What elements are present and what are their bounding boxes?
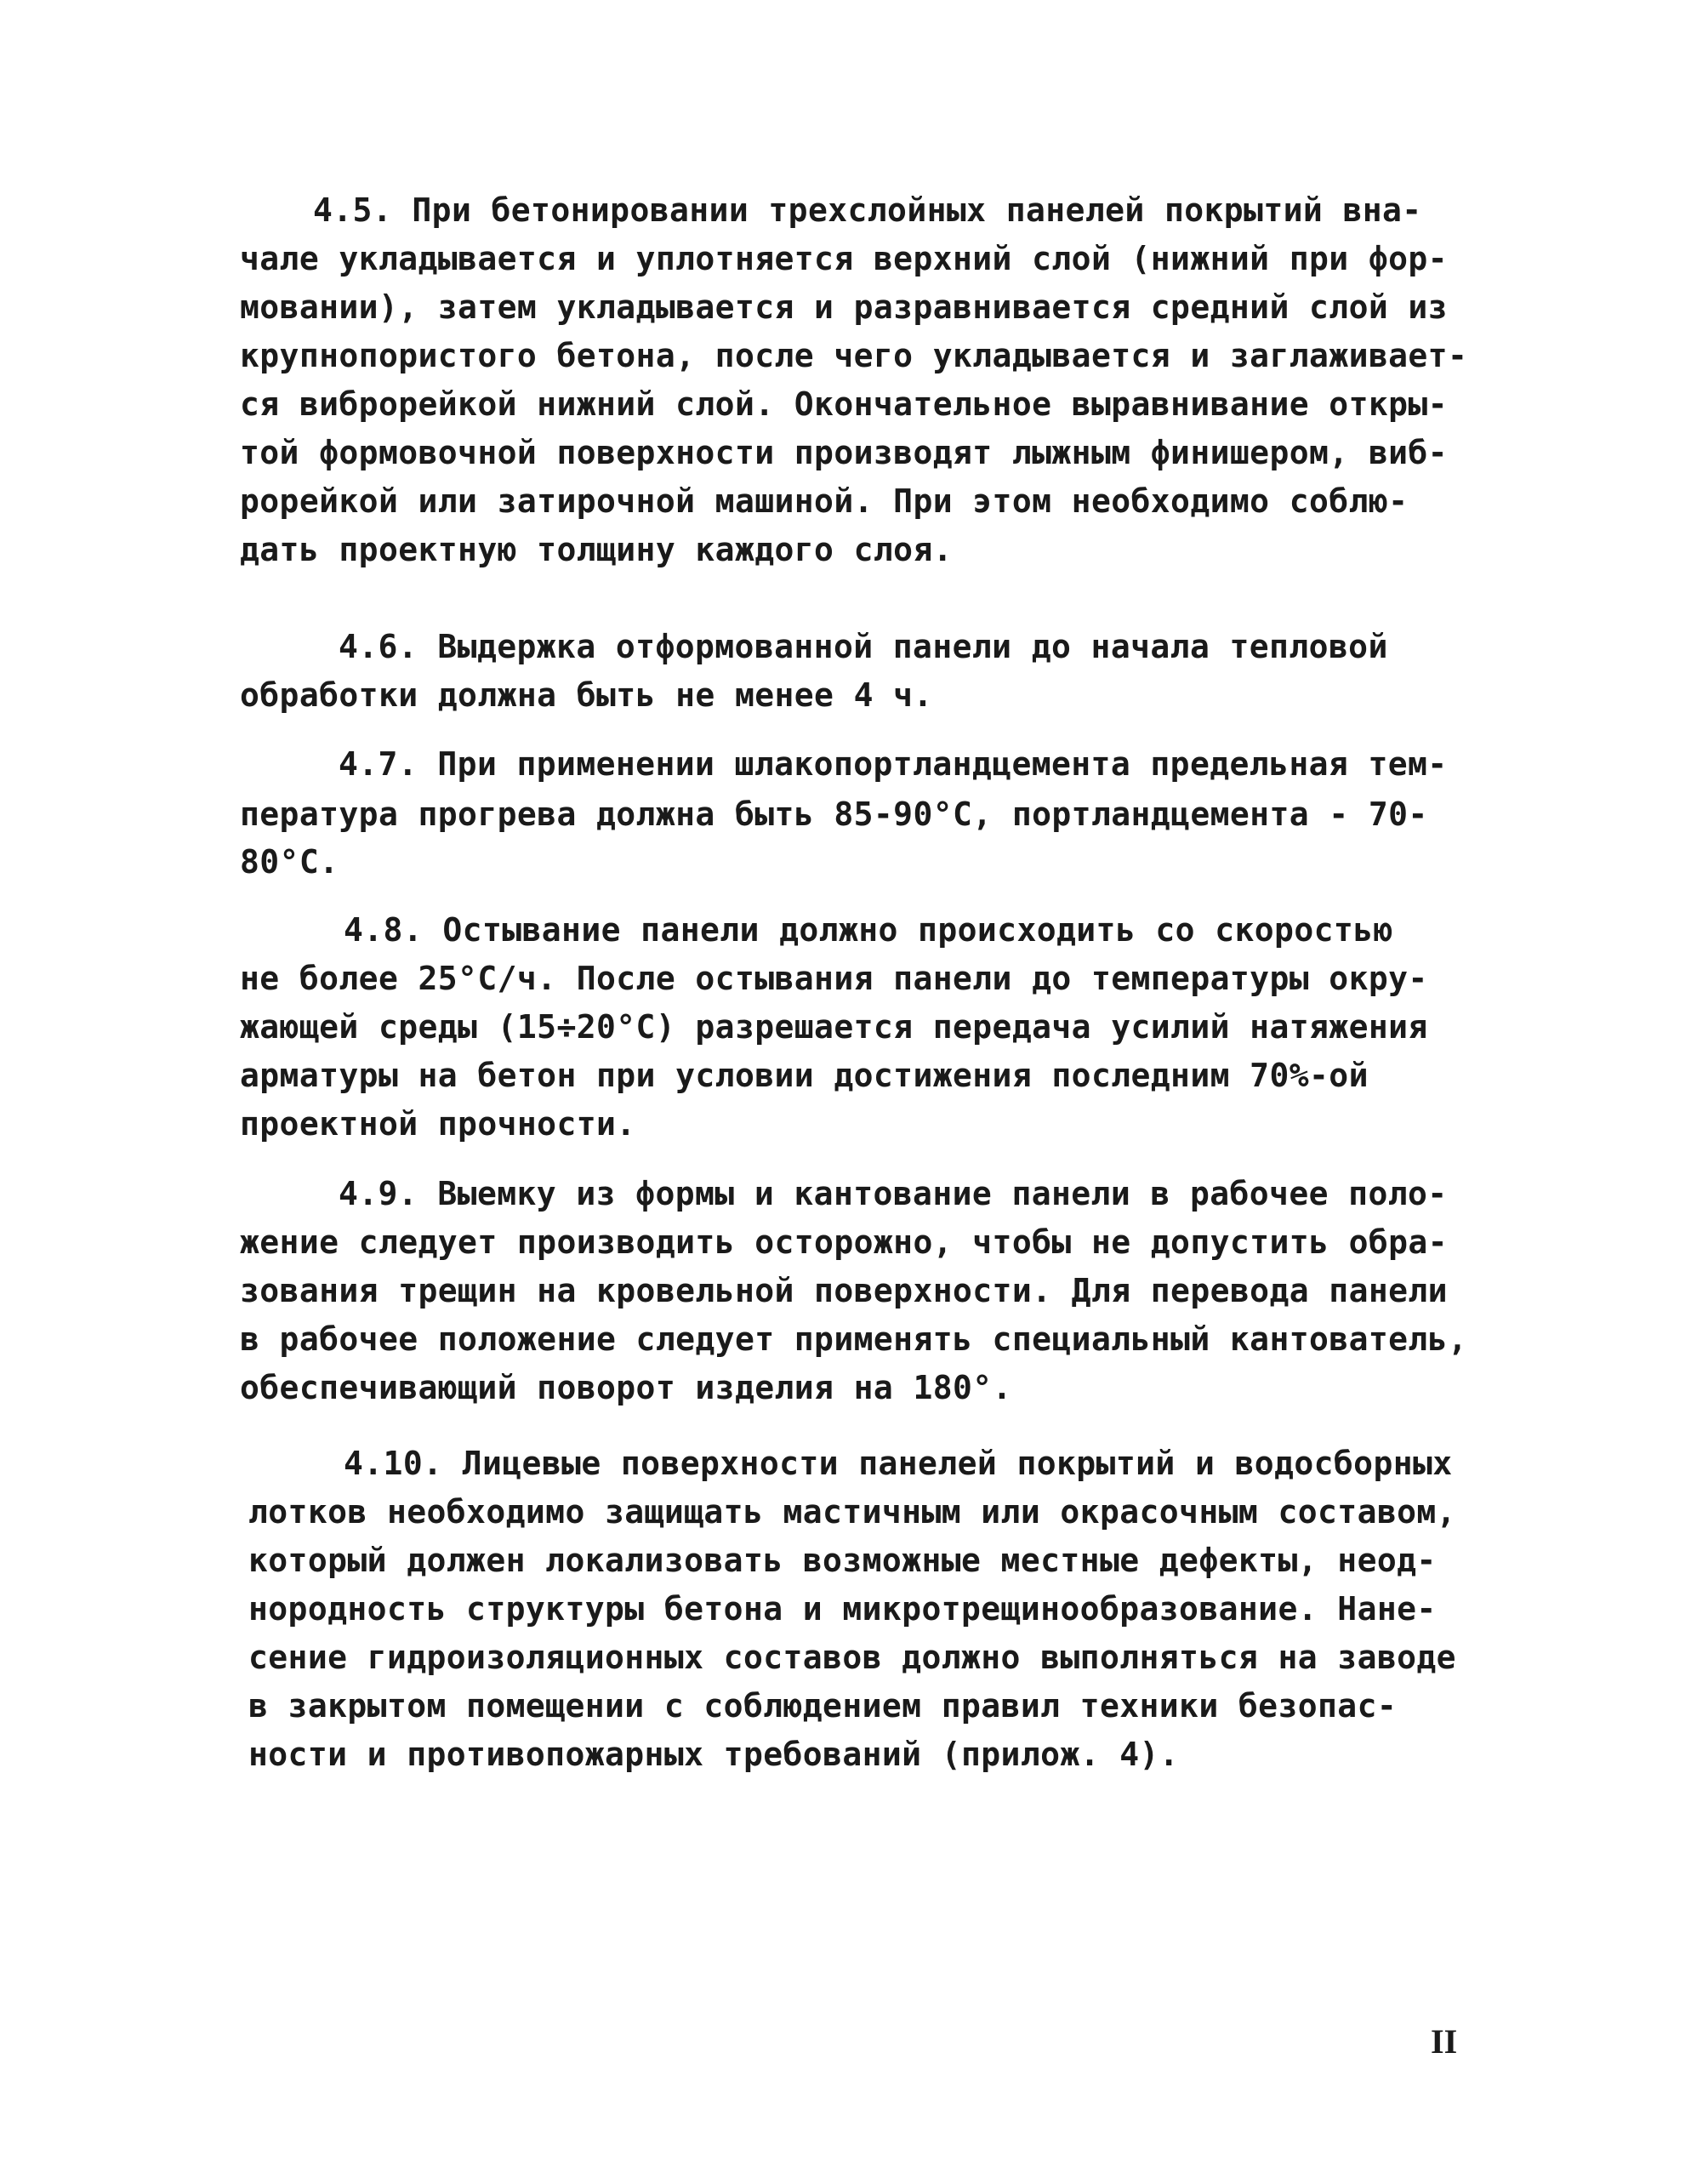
- text-line: жение следует производить осторожно, чтобы не допустить обра-: [240, 1223, 1448, 1261]
- text-line: дать проектную толщину каждого слоя.: [240, 531, 954, 568]
- text-line: арматуры на бетон при условии достижения последним 70%-ой: [240, 1057, 1369, 1094]
- text-line: чале укладывается и уплотняется верхний слой (нижний при фор-: [240, 240, 1448, 277]
- page-number: II: [1431, 2022, 1458, 2061]
- text-line: зования трещин на кровельной поверхности. Для перевода панели: [240, 1272, 1448, 1309]
- text-line: проектной прочности.: [240, 1105, 636, 1143]
- text-line: в рабочее положение следует применять специальный кантователь,: [240, 1320, 1468, 1358]
- text-line: крупнопористого бетона, после чего укладывается и заглаживает-: [240, 337, 1468, 374]
- text-line: жающей среды (15÷20°С) разрешается передача усилий натяжения: [240, 1008, 1428, 1046]
- text-line: 4.10. Лицевые поверхности панелей покрытий и водосборных: [344, 1445, 1453, 1482]
- text-line: пература прогрева должна быть 85-90°С, портландцемента - 70-: [240, 795, 1428, 833]
- text-line: 4.9. Выемку из формы и кантование панели в рабочее поло-: [339, 1175, 1448, 1212]
- text-line: не более 25°С/ч. После остывания панели до температуры окру-: [240, 960, 1428, 997]
- text-line: рорейкой или затирочной машиной. При этом необходимо соблю-: [240, 482, 1409, 520]
- text-line: обеспечивающий поворот изделия на 180°.: [240, 1369, 1012, 1406]
- text-line: лотков необходимо защищать мастичным или окрасочным составом,: [248, 1493, 1456, 1531]
- text-line: сение гидроизоляционных составов должно выполняться на заводе: [248, 1639, 1456, 1676]
- text-line: нородность структуры бетона и микротрещинообразование. Нане-: [248, 1590, 1437, 1628]
- text-line: ности и противопожарных требований (прилож. 4).: [248, 1736, 1180, 1773]
- text-line: 4.8. Остывание панели должно происходить со скоростью: [344, 911, 1393, 949]
- text-line: который должен локализовать возможные местные дефекты, неод-: [248, 1542, 1437, 1579]
- text-line: 80°С.: [240, 843, 339, 881]
- text-line: обработки должна быть не менее 4 ч.: [240, 676, 933, 714]
- text-line: в закрытом помещении с соблюдением правил техники безопас-: [248, 1687, 1398, 1725]
- text-line: мовании), затем укладывается и разравнивается средний слой из: [240, 288, 1448, 326]
- text-line: той формовочной поверхности производят лыжным финишером, виб-: [240, 434, 1448, 471]
- text-line: ся виброрейкой нижний слой. Окончательное выравнивание откры-: [240, 385, 1448, 423]
- text-line: 4.7. При применении шлакопортландцемента предельная тем-: [339, 745, 1448, 783]
- text-line: 4.5. При бетонировании трехслойных панелей покрытий вна-: [313, 191, 1422, 229]
- text-line: 4.6. Выдержка отформованной панели до начала тепловой: [339, 628, 1388, 665]
